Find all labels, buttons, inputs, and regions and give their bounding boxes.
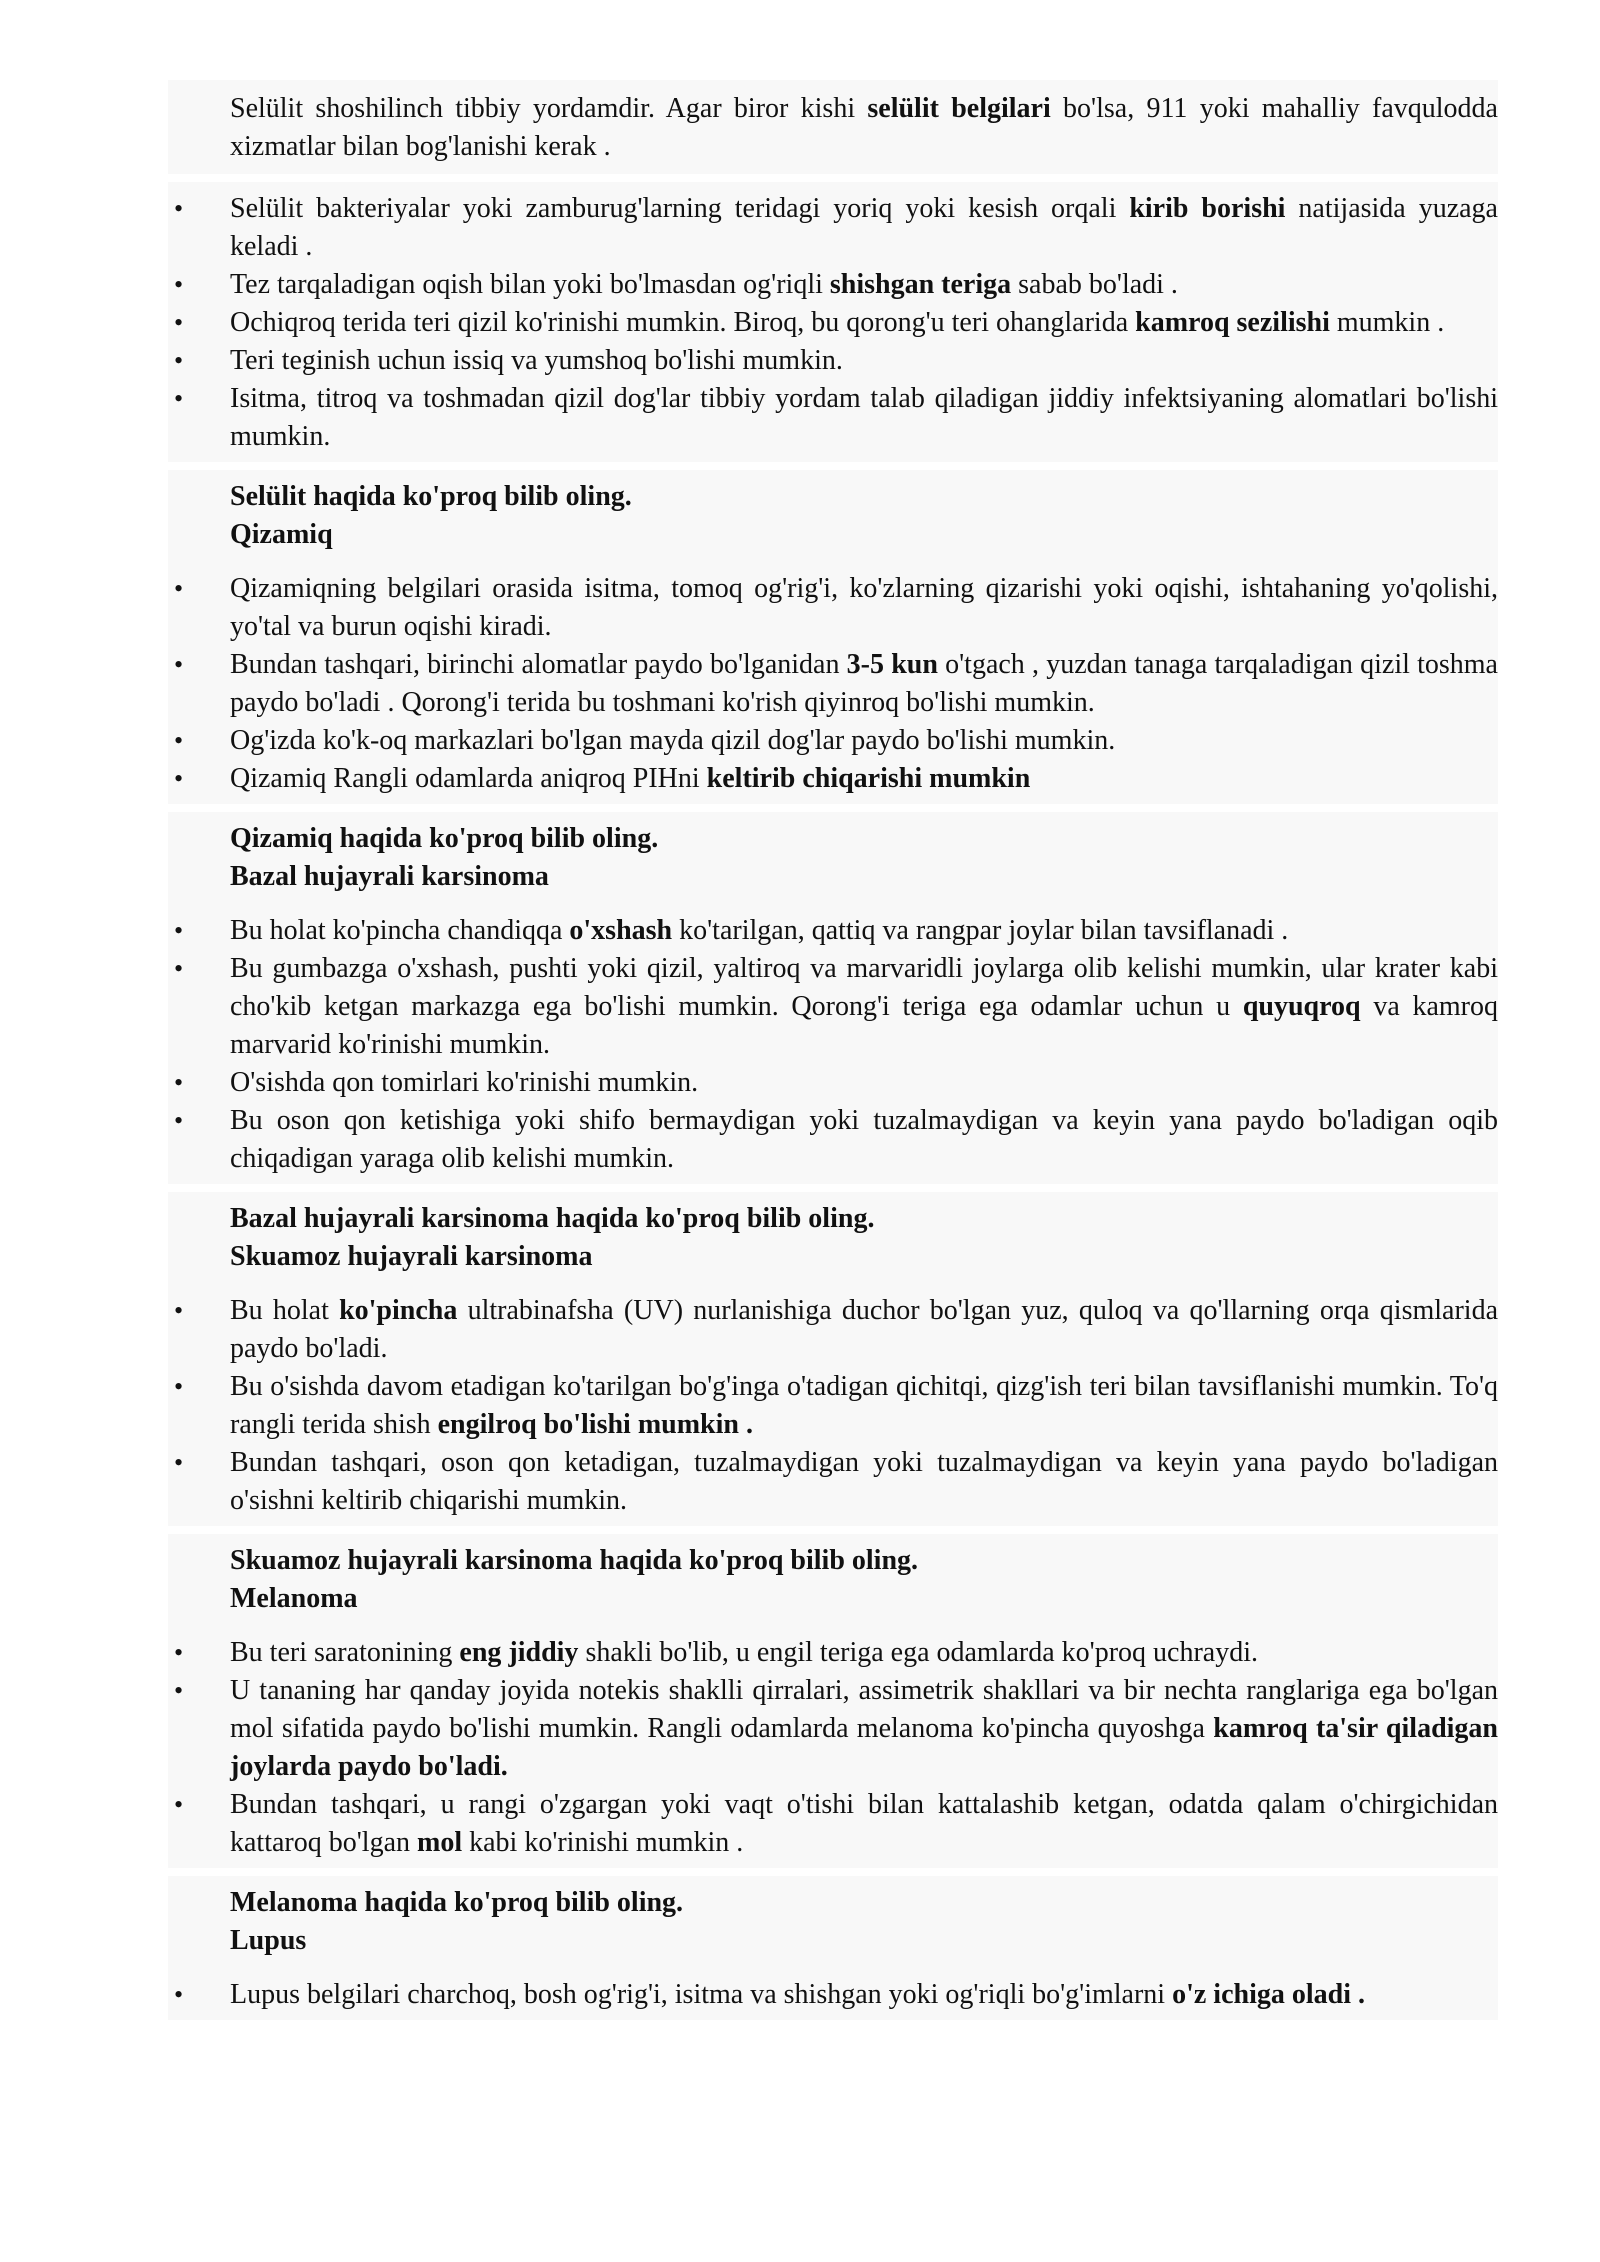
list-item: • Ochiqroq terida teri qizil ko'rinishi mumkin. Biroq, bu qorong'u teri ohanglarida kamroq sezilishi mumkin . — [168, 304, 1498, 342]
list-item: • Tez tarqaladigan oqish bilan yoki bo'lmasdan og'riqli shishgan teriga sabab bo'ladi . — [168, 266, 1498, 304]
melanoma-list — [168, 1626, 1498, 1868]
list-item: • Og'izda ko'k-oq markazlari bo'lgan mayda qizil dog'lar paydo bo'lishi mumkin. — [168, 722, 1498, 760]
cellulitis-list — [168, 182, 1498, 462]
list-item: • Bundan tashqari, birinchi alomatlar paydo bo'lganidan 3-5 kun o'tgach , yuzdan tanaga tarqaladigan qizil toshma paydo bo'ladi . Qorong'i terida bu toshmani ko'rish qiyinroq bo'lishi mumkin. — [168, 646, 1498, 722]
section-title-lupus: Lupus — [230, 1925, 307, 1956]
list-item: • Bundan tashqari, u rangi o'zgargan yoki vaqt o'tishi bilan kattalashib ketgan, odatda qalam o'chirgichidan kattaroq bo'lgan mol kabi ko'rinishi mumkin . — [168, 1786, 1498, 1862]
list-item: • Teri teginish uchun issiq va yumshoq bo'lishi mumkin. — [168, 342, 1498, 380]
scc-list — [168, 1284, 1498, 1526]
list-item: • Lupus belgilari charchoq, bosh og'rig'i, isitma va shishgan yoki og'riqli bo'g'imlarni o'z ichiga oladi . — [168, 1976, 1498, 2014]
heading-group — [168, 1534, 1498, 1626]
document-page — [168, 80, 1498, 2020]
heading-group — [168, 1876, 1498, 1968]
bcc-block — [168, 904, 1498, 1184]
text-run: bo'lsa, 911 yoki mahalliy favqulodda xizmatlar bilan bog'lanishi kerak . — [230, 93, 1498, 162]
learn-more-measles: Qizamiq haqida ko'proq bilib oling. — [230, 823, 659, 854]
heading-group — [168, 470, 1498, 562]
list-item: • Qizamiq Rangli odamlarda aniqroq PIHni keltirib chiqarishi mumkin — [168, 760, 1498, 798]
list-item: • Bu teri saratonining eng jiddiy shakli bo'lib, u engil teriga ega odamlarda ko'proq uchraydi. — [168, 1634, 1498, 1672]
lupus-list — [168, 1968, 1498, 2020]
bold-run: selülit belgilari — [867, 93, 1051, 124]
intro-paragraph — [168, 80, 1498, 174]
list-item: • Bundan tashqari, oson qon ketadigan, tuzalmaydigan yoki tuzalmaydigan va keyin yana paydo bo'ladigan o'sishni keltirib chiqarishi mumkin. — [168, 1444, 1498, 1520]
section-title-bcc: Bazal hujayrali karsinoma — [230, 861, 549, 892]
learn-more-melanoma: Melanoma haqida ko'proq bilib oling. — [230, 1887, 684, 1918]
heading-group — [168, 812, 1498, 904]
list-item: • Qizamiqning belgilari orasida isitma, tomoq og'rig'i, ko'zlarning qizarishi yoki oqishi, ishtahaning yo'qolishi, yo'tal va burun oqishi kiradi. — [168, 570, 1498, 646]
melanoma-block — [168, 1626, 1498, 1868]
list-item: • Bu gumbazga o'xshash, pushti yoki qizil, yaltiroq va marvaridli joylarga olib kelishi mumkin, ular krater kabi cho'kib ketgan markazga ega bo'lishi mumkin. Qorong'i teriga ega odamlar uchun u quyuqroq va kamroq marvarid ko'rinishi mumkin. — [168, 950, 1498, 1064]
measles-list — [168, 562, 1498, 804]
section-title-melanoma: Melanoma — [230, 1583, 358, 1614]
section-title-measles: Qizamiq — [230, 519, 333, 550]
list-item: • O'sishda qon tomirlari ko'rinishi mumkin. — [168, 1064, 1498, 1102]
learn-more-cellulitis: Selülit haqida ko'proq bilib oling. — [230, 481, 632, 512]
measles-block — [168, 562, 1498, 804]
learn-more-scc: Skuamoz hujayrali karsinoma haqida ko'proq bilib oling. — [230, 1545, 919, 1576]
lupus-block — [168, 1968, 1498, 2020]
cellulitis-block — [168, 182, 1498, 462]
list-item: • Bu oson qon ketishiga yoki shifo bermaydigan yoki tuzalmaydigan va keyin yana paydo bo'ladigan oqib chiqadigan yaraga olib kelishi mumkin. — [168, 1102, 1498, 1178]
heading-group — [168, 1192, 1498, 1284]
list-item: • Bu holat ko'pincha ultrabinafsha (UV) nurlanishiga duchor bo'lgan yuz, quloq va qo'llarning orqa qismlarida paydo bo'ladi. — [168, 1292, 1498, 1368]
bcc-list — [168, 904, 1498, 1184]
learn-more-bcc: Bazal hujayrali karsinoma haqida ko'proq bilib oling. — [230, 1203, 875, 1234]
list-item: • Selülit bakteriyalar yoki zamburug'larning teridagi yoriq yoki kesish orqali kirib borishi natijasida yuzaga keladi . — [168, 190, 1498, 266]
intro-block — [168, 80, 1498, 174]
text-run: Selülit shoshilinch tibbiy yordamdir. Agar biror kishi — [230, 93, 868, 124]
list-item: • U tananing har qanday joyida notekis shaklli qirralari, assimetrik shakllari va bir nechta ranglariga ega bo'lgan mol sifatida paydo bo'lishi mumkin. Rangli odamlarda melanoma ko'pincha quyoshga kamroq ta'sir qiladigan joylarda paydo bo'ladi. — [168, 1672, 1498, 1786]
scc-block — [168, 1284, 1498, 1526]
section-title-scc: Skuamoz hujayrali karsinoma — [230, 1241, 593, 1272]
list-item: • Bu holat ko'pincha chandiqqa o'xshash ko'tarilgan, qattiq va rangpar joylar bilan tavsiflanadi . — [168, 912, 1498, 950]
list-item: • Bu o'sishda davom etadigan ko'tarilgan bo'g'inga o'tadigan qichitqi, qizg'ish teri bilan tavsiflanishi mumkin. To'q rangli terida shish engilroq bo'lishi mumkin . — [168, 1368, 1498, 1444]
list-item: • Isitma, titroq va toshmadan qizil dog'lar tibbiy yordam talab qiladigan jiddiy infektsiyaning alomatlari bo'lishi mumkin. — [168, 380, 1498, 456]
